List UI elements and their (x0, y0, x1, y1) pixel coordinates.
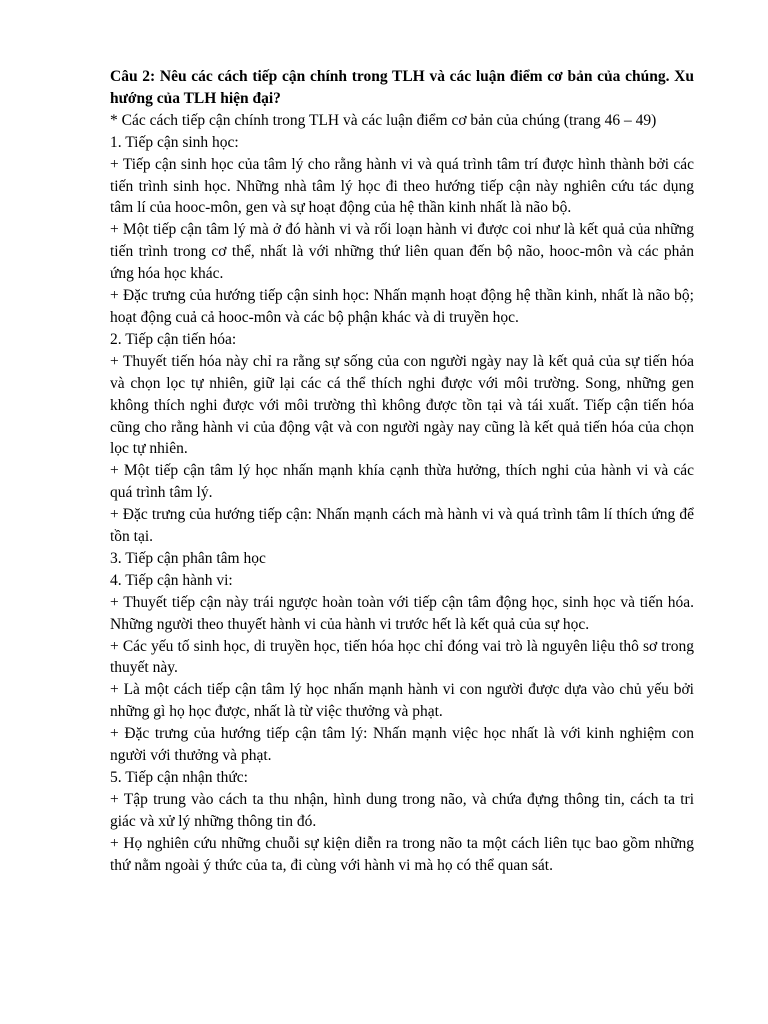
paragraph: + Thuyết tiến hóa này chỉ ra rằng sự sống của con người ngày nay là kết quả của sự tiến hóa và chọn lọc tự nhiên, giữ lại các cá thể thích nghi được với môi trường. Song, những gen không thích nghi được với môi trường thì không được tồn tại và tái xuất. Tiếp cận tiến hóa cũng cho rằng hành vi của động vật và con người ngày nay cũng là kết quả tiến hóa của chọn lọc tự nhiên. (110, 352, 694, 458)
section-title-psychoanalytic: 3. Tiếp cận phân tâm học (110, 549, 266, 567)
paragraph: + Đặc trưng của hướng tiếp cận sinh học: Nhấn mạnh hoạt động hệ thần kinh, nhất là não bộ; hoạt động cuả cả hooc-môn và các bộ phận khác và di truyền học. (110, 287, 694, 326)
paragraph: + Đặc trưng của hướng tiếp cận: Nhấn mạnh cách mà hành vi và quá trình tâm lí thích ứng để tồn tại. (110, 506, 694, 546)
paragraph: + Một tiếp cận tâm lý mà ở đó hành vi và rối loạn hành vi được coi như là kết quả của những tiến trình trong cơ thể, nhất là với những thứ liên quan đến bộ não, hooc-môn và các phản ứng hóa học khác. (110, 221, 694, 283)
paragraph: + Một tiếp cận tâm lý học nhấn mạnh khía cạnh thừa hưởng, thích nghi của hành vi và các quá trình tâm lý. (110, 462, 694, 502)
section-intro: * Các cách tiếp cận chính trong TLH và các luận điểm cơ bản của chúng (trang 46 – 49) (110, 111, 657, 129)
paragraph: + Tiếp cận sinh học của tâm lý cho rằng hành vi và quá trình tâm trí được hình thành bởi các tiến trình sinh học. Những nhà tâm lý học đi theo hướng tiếp cận này nghiên cứu tác dụng tâm lí của hooc-môn, gen và sự hoạt động của hệ thần kinh nhất là não bộ. (110, 155, 694, 217)
paragraph: + Họ nghiên cứu những chuỗi sự kiện diễn ra trong não ta một cách liên tục bao gồm những thứ nằm ngoài ý thức của ta, đi cùng với hành vi mà họ có thể quan sát. (110, 834, 694, 874)
paragraph: + Các yếu tố sinh học, di truyền học, tiến hóa học chỉ đóng vai trò là nguyên liệu thô sơ trong thuyết này. (110, 637, 694, 677)
paragraph: + Là một cách tiếp cận tâm lý học nhấn mạnh hành vi con người được dựa vào chủ yếu bởi những gì họ học được, nhất là từ việc thưởng và phạt. (110, 681, 694, 721)
section-title-evolutionary: 2. Tiếp cận tiến hóa: (110, 330, 237, 348)
section-title-behavioral: 4. Tiếp cận hành vi: (110, 571, 233, 589)
paragraph: + Đặc trưng của hướng tiếp cận tâm lý: Nhấn mạnh việc học nhất là với kinh nghiệm con người với thưởng và phạt. (110, 725, 694, 765)
document-page (110, 66, 694, 877)
section-title-cognitive: 5. Tiếp cận nhận thức: (110, 769, 248, 786)
paragraph: + Thuyết tiếp cận này trái ngược hoàn toàn với tiếp cận tâm động học, sinh học và tiến hóa. Những người theo thuyết hành vi của hành vi trước hết là kết quả của sự học. (110, 593, 694, 633)
question-heading: Câu 2: Nêu các cách tiếp cận chính trong TLH và các luận điểm cơ bản của chúng. Xu hướng của TLH hiện đại? (110, 68, 694, 107)
paragraph: + Tập trung vào cách ta thu nhận, hình dung trong não, và chứa đựng thông tin, cách ta tri giác và xử lý những thông tin đó. (110, 790, 694, 830)
section-title-biological: 1. Tiếp cận sinh học: (110, 133, 239, 151)
